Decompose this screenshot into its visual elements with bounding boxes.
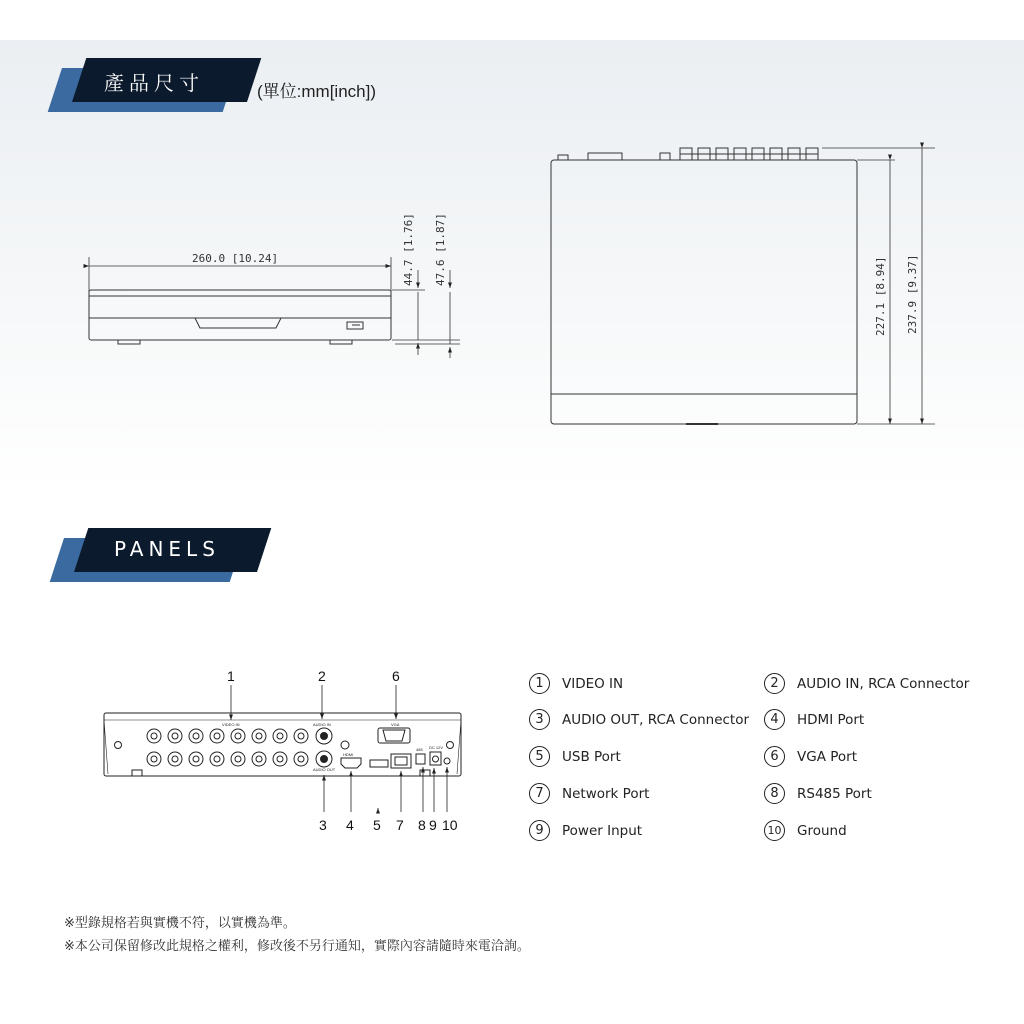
dim-depth-b-label: 237.9 [9.37] bbox=[906, 254, 919, 334]
callout-lines-bottom bbox=[324, 767, 447, 812]
dim-depth-a-label: 227.1 [8.94] bbox=[874, 256, 887, 336]
callout-num-9: 9 bbox=[429, 817, 437, 833]
legend-label: VIDEO IN bbox=[562, 675, 624, 692]
unit-label: (單位:mm[inch]) bbox=[257, 82, 376, 101]
callout-num-8: 8 bbox=[418, 817, 426, 833]
legend-number: 3 bbox=[529, 709, 550, 730]
legend-label: HDMI Port bbox=[797, 711, 865, 728]
callout-num-10: 10 bbox=[442, 817, 458, 833]
legend-item-audio-out bbox=[529, 709, 749, 730]
bnc-row-top bbox=[147, 729, 308, 743]
panel-label-audio-out: AUDIO OUT bbox=[313, 767, 336, 772]
legend-label: VGA Port bbox=[797, 748, 857, 765]
legend-item-video-in bbox=[529, 673, 623, 694]
legend-item-usb bbox=[529, 746, 621, 767]
legend-item-power bbox=[529, 820, 642, 841]
legend-label: USB Port bbox=[562, 748, 621, 765]
legend-label: Network Port bbox=[562, 785, 650, 802]
dim-height-b-label: 47.6 [1.87] bbox=[434, 213, 447, 286]
callout-num-5: 5 bbox=[373, 817, 381, 833]
panel-label-dc: DC 12V bbox=[429, 745, 444, 750]
legend-item-audio-in bbox=[764, 673, 969, 694]
legend-item-rs485 bbox=[764, 783, 872, 804]
footnote-2: ※本公司保留修改此規格之權利，修改後不另行通知，實際內容請隨時來電洽詢。 bbox=[64, 939, 530, 954]
legend-label: Power Input bbox=[562, 822, 643, 839]
legend-number: 1 bbox=[529, 673, 550, 694]
panel-label-hdmi: HDMI bbox=[343, 752, 354, 757]
legend-number: 9 bbox=[529, 820, 550, 841]
callout-num-1: 1 bbox=[227, 668, 235, 684]
rear-panel-drawing bbox=[104, 713, 461, 776]
panel-label-vga: VGA bbox=[391, 722, 400, 727]
panel-label-video-in: VIDEO IN bbox=[222, 722, 240, 727]
legend-item-ground bbox=[764, 820, 847, 841]
legend-number: 6 bbox=[764, 746, 785, 767]
legend-label: AUDIO IN, RCA Connector bbox=[797, 675, 970, 692]
legend-number: 8 bbox=[764, 783, 785, 804]
section-title-dimensions: 產品尺寸 bbox=[104, 71, 204, 95]
callout-num-7: 7 bbox=[396, 817, 404, 833]
callout-num-4: 4 bbox=[346, 817, 354, 833]
legend-item-network bbox=[529, 783, 649, 804]
legend-number: 2 bbox=[764, 673, 785, 694]
footnote-1: ※型錄規格若與實機不符，以實機為準。 bbox=[64, 916, 296, 931]
panel-label-audio-in: AUDIO IN bbox=[313, 722, 331, 727]
callout-num-2: 2 bbox=[318, 668, 326, 684]
legend-label: Ground bbox=[797, 822, 847, 839]
callout-num-6: 6 bbox=[392, 668, 400, 684]
panel-label-rs485: 485 bbox=[416, 747, 423, 752]
legend-number: 10 bbox=[764, 820, 785, 841]
legend-number: 4 bbox=[764, 709, 785, 730]
callout-num-3: 3 bbox=[319, 817, 327, 833]
dim-width-label: 260.0 [10.24] bbox=[192, 252, 279, 265]
legend-item-hdmi bbox=[764, 709, 864, 730]
legend-label: AUDIO OUT, RCA Connector bbox=[562, 711, 750, 728]
legend-label: RS485 Port bbox=[797, 785, 872, 802]
legend-item-vga bbox=[764, 746, 857, 767]
callout-lines-top bbox=[231, 685, 396, 720]
bnc-row-bottom bbox=[147, 752, 308, 766]
legend-number: 7 bbox=[529, 783, 550, 804]
legend-number: 5 bbox=[529, 746, 550, 767]
section-title-panels: PANELS bbox=[114, 537, 220, 561]
dim-height-a-label: 44.7 [1.76] bbox=[402, 213, 415, 286]
